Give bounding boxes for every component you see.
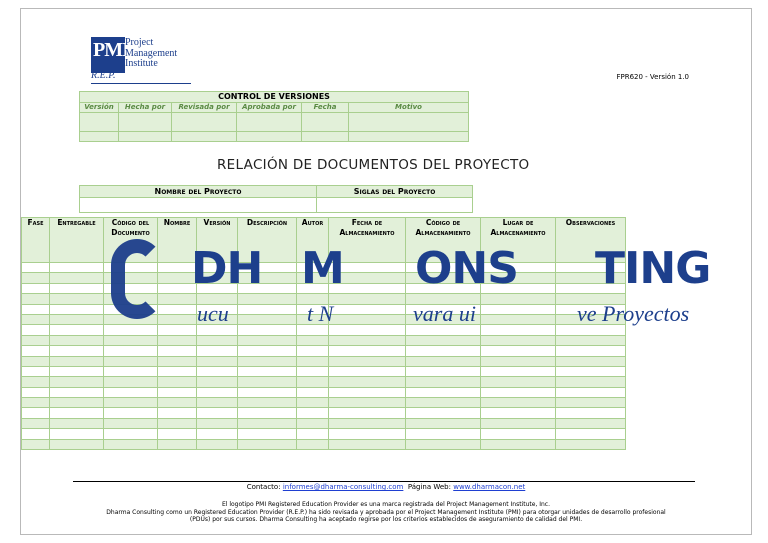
table-cell[interactable] [22,439,50,449]
table-cell[interactable] [197,429,238,439]
table-cell[interactable] [197,304,238,314]
table-cell[interactable] [329,263,406,273]
table-cell[interactable] [481,366,556,376]
table-cell[interactable] [197,387,238,397]
table-row [22,346,626,356]
table-cell[interactable] [50,294,104,304]
table-row [22,283,626,293]
table-cell[interactable] [481,418,556,428]
table-cell[interactable] [329,294,406,304]
table-cell[interactable] [158,335,197,345]
project-acronym-label: Siglas del Proyecto [317,186,473,198]
documents-table [21,217,626,450]
table-row [22,377,626,387]
col-fecha: Fecha [302,103,349,113]
document-code: FPR620 - Versión 1.0 [616,73,689,81]
table-cell[interactable] [406,439,481,449]
table-cell[interactable] [329,377,406,387]
col-descripcion: Descripción [238,218,297,263]
table-cell[interactable] [158,263,197,273]
table-cell[interactable] [406,314,481,324]
table-cell[interactable] [197,325,238,335]
table-row [22,408,626,418]
table-cell[interactable] [329,429,406,439]
table-cell[interactable] [238,294,297,304]
table-cell[interactable] [50,304,104,314]
table-cell[interactable] [104,377,158,387]
table-cell[interactable] [197,314,238,324]
table-cell[interactable] [197,366,238,376]
table-cell[interactable] [481,346,556,356]
project-name-value[interactable] [80,198,317,213]
col-autor: Autor [297,218,329,263]
table-cell[interactable] [158,418,197,428]
table-cell[interactable] [556,429,626,439]
table-cell[interactable] [238,398,297,408]
table-cell[interactable] [406,377,481,387]
table-cell[interactable] [22,387,50,397]
table-row [22,325,626,335]
table-cell[interactable] [406,304,481,314]
table-cell[interactable] [22,325,50,335]
table-row [22,398,626,408]
col-entregable: Entregable [50,218,104,263]
table-cell[interactable] [556,294,626,304]
table-cell[interactable] [329,398,406,408]
table-cell[interactable] [238,335,297,345]
table-cell[interactable] [158,325,197,335]
table-row [22,429,626,439]
col-fecha-almacenamiento: Fecha de Almacenamiento [329,218,406,263]
table-cell[interactable] [556,439,626,449]
dharma-consulting-watermark: DH M ONS TING ucu t N vara ui ve Proyectos [101,233,721,353]
table-cell[interactable] [329,335,406,345]
table-cell[interactable] [556,398,626,408]
table-cell[interactable] [104,294,158,304]
table-cell[interactable] [238,314,297,324]
table-cell[interactable] [297,387,329,397]
project-acronym-value[interactable] [317,198,473,213]
table-cell[interactable] [197,283,238,293]
table-cell[interactable] [406,263,481,273]
table-cell[interactable] [22,418,50,428]
table-cell[interactable] [158,366,197,376]
table-cell[interactable] [50,356,104,366]
col-codigo-documento: Código del Documento [104,218,158,263]
table-cell[interactable] [158,387,197,397]
table-cell[interactable] [50,346,104,356]
table-cell[interactable] [238,387,297,397]
table-cell[interactable] [158,314,197,324]
table-cell[interactable] [297,283,329,293]
table-cell[interactable] [158,429,197,439]
table-cell[interactable] [158,377,197,387]
table-cell[interactable] [50,408,104,418]
table-cell[interactable] [297,273,329,283]
table-cell[interactable] [297,377,329,387]
col-observaciones: Observaciones [556,218,626,263]
table-cell[interactable] [297,346,329,356]
table-cell[interactable] [329,346,406,356]
table-cell[interactable] [22,283,50,293]
table-cell[interactable] [22,314,50,324]
rep-label: R.E.P. [91,70,116,81]
pmi-rep-logo [91,37,191,87]
table-cell[interactable] [329,283,406,293]
table-cell[interactable] [406,387,481,397]
table-cell[interactable] [104,418,158,428]
table-cell[interactable] [50,366,104,376]
table-cell[interactable] [50,387,104,397]
contact-email-link[interactable]: informes@dharma-consulting.com [282,483,404,491]
col-revisada-por: Revisada por [172,103,237,113]
table-cell[interactable] [481,398,556,408]
table-cell[interactable] [238,429,297,439]
table-cell[interactable] [22,273,50,283]
table-cell[interactable] [556,418,626,428]
footer-divider [73,481,695,482]
table-cell[interactable] [104,356,158,366]
table-cell[interactable] [238,273,297,283]
table-cell[interactable] [197,263,238,273]
table-cell[interactable] [481,263,556,273]
table-cell[interactable] [104,263,158,273]
table-cell[interactable] [197,335,238,345]
table-cell[interactable] [104,335,158,345]
table-row [22,387,626,397]
table-cell[interactable] [238,418,297,428]
table-cell[interactable] [238,283,297,293]
table-cell[interactable] [104,304,158,314]
table-cell[interactable] [556,263,626,273]
col-motivo: Motivo [349,103,469,113]
table-cell[interactable] [50,283,104,293]
table-cell[interactable] [556,314,626,324]
table-cell[interactable] [104,439,158,449]
table-cell[interactable] [50,325,104,335]
table-cell[interactable] [297,408,329,418]
table-cell[interactable] [481,335,556,345]
table-cell[interactable] [556,304,626,314]
table-cell[interactable] [238,408,297,418]
table-cell[interactable] [197,408,238,418]
table-cell[interactable] [406,335,481,345]
table-cell[interactable] [22,346,50,356]
table-cell[interactable] [297,314,329,324]
table-cell[interactable] [329,387,406,397]
table-cell[interactable] [104,283,158,293]
table-cell[interactable] [481,439,556,449]
table-cell[interactable] [104,398,158,408]
table-cell[interactable] [22,408,50,418]
table-cell[interactable] [297,418,329,428]
table-cell[interactable] [104,314,158,324]
table-cell[interactable] [50,418,104,428]
table-cell[interactable] [481,325,556,335]
website-link[interactable]: www.dharmacon.net [453,483,526,491]
project-name-label: Nombre del Proyecto [80,186,317,198]
table-cell[interactable] [297,398,329,408]
footer-contact: Contacto: informes@dharma-consulting.com Página Web: www.dharmacon.net [246,483,526,491]
table-cell[interactable] [556,283,626,293]
table-cell[interactable] [481,283,556,293]
table-cell[interactable] [22,356,50,366]
col-version: Versión [197,218,238,263]
pmi-logo-mark: PMI [91,37,125,73]
table-cell[interactable] [50,429,104,439]
table-cell[interactable] [104,408,158,418]
table-cell[interactable] [406,398,481,408]
table-cell[interactable] [238,439,297,449]
table-cell[interactable] [556,356,626,366]
table-cell[interactable] [158,283,197,293]
col-fase: Fase [22,218,50,263]
table-cell[interactable] [158,294,197,304]
table-cell[interactable] [22,377,50,387]
table-cell[interactable] [406,366,481,376]
table-cell[interactable] [158,356,197,366]
table-cell[interactable] [50,263,104,273]
table-cell[interactable] [406,346,481,356]
table-cell[interactable] [481,273,556,283]
table-cell[interactable] [22,263,50,273]
footer-legal: El logotipo PMI Registered Education Provider es una marca registrada del Project Management Institute, Inc. Dharma Consulting como un Registered Education Provider (R.E.P.) ha sido revisada y aprobada por el Project Management Institute (PMI) para otorgar unidades de desarrollo profesional (PDUs) por sus cursos. Dharma Consulting ha aceptado regirse por los criterios establecidos de aseguramiento de calidad del PMI. [106,501,666,524]
table-cell[interactable] [50,398,104,408]
table-cell[interactable] [50,439,104,449]
table-cell[interactable] [238,377,297,387]
table-cell[interactable] [50,335,104,345]
table-cell[interactable] [297,356,329,366]
table-cell[interactable] [197,377,238,387]
table-cell[interactable] [329,314,406,324]
table-cell[interactable] [406,294,481,304]
col-hecha-por: Hecha por [119,103,172,113]
table-cell[interactable] [406,429,481,439]
table-cell[interactable] [238,263,297,273]
table-cell[interactable] [329,304,406,314]
table-cell[interactable] [406,408,481,418]
col-codigo-almacenamiento: Código de Almacenamiento [406,218,481,263]
table-cell[interactable] [197,439,238,449]
table-row [22,314,626,324]
table-cell[interactable] [197,356,238,366]
table-cell[interactable] [481,356,556,366]
table-cell[interactable] [556,408,626,418]
version-control-title: CONTROL DE VERSIONES [80,92,469,103]
table-cell[interactable] [329,356,406,366]
table-cell[interactable] [197,346,238,356]
table-cell[interactable] [556,335,626,345]
table-cell[interactable] [104,366,158,376]
table-cell[interactable] [329,408,406,418]
table-cell[interactable] [238,304,297,314]
table-cell[interactable] [297,325,329,335]
table-cell[interactable] [104,346,158,356]
table-cell[interactable] [158,408,197,418]
table-row [22,273,626,283]
table-cell[interactable] [50,273,104,283]
table-cell[interactable] [50,314,104,324]
table-cell[interactable] [297,439,329,449]
table-cell[interactable] [50,377,104,387]
table-cell[interactable] [158,304,197,314]
table-cell[interactable] [104,429,158,439]
table-cell[interactable] [406,325,481,335]
col-lugar-almacenamiento: Lugar de Almacenamiento [481,218,556,263]
table-cell[interactable] [481,429,556,439]
table-cell[interactable] [104,273,158,283]
table-row [22,356,626,366]
logo-divider [91,83,191,84]
table-cell[interactable] [104,387,158,397]
table-cell[interactable] [556,377,626,387]
table-row [22,263,626,273]
table-cell[interactable] [481,387,556,397]
table-cell[interactable] [158,439,197,449]
table-cell[interactable] [329,418,406,428]
table-cell[interactable] [22,429,50,439]
table-cell[interactable] [197,418,238,428]
table-cell[interactable] [556,325,626,335]
version-control-table [79,91,469,142]
table-cell[interactable] [481,294,556,304]
table-cell[interactable] [481,408,556,418]
document-title: RELACIÓN DE DOCUMENTOS DEL PROYECTO [217,157,530,173]
table-cell[interactable] [406,356,481,366]
table-cell[interactable] [297,304,329,314]
table-cell[interactable] [329,439,406,449]
table-cell[interactable] [406,273,481,283]
table-cell[interactable] [297,294,329,304]
table-cell[interactable] [556,366,626,376]
table-cell[interactable] [22,366,50,376]
table-cell[interactable] [481,377,556,387]
table-cell[interactable] [329,325,406,335]
table-cell[interactable] [406,283,481,293]
table-cell[interactable] [556,387,626,397]
table-cell[interactable] [481,304,556,314]
table-cell[interactable] [158,273,197,283]
document-page [20,8,752,535]
table-cell[interactable] [158,398,197,408]
project-table [79,185,473,213]
table-cell[interactable] [158,346,197,356]
table-cell[interactable] [238,325,297,335]
table-row [22,304,626,314]
table-cell[interactable] [297,429,329,439]
table-row [22,335,626,345]
table-cell[interactable] [238,356,297,366]
table-cell[interactable] [329,273,406,283]
col-aprobada-por: Aprobada por [237,103,302,113]
table-cell[interactable] [556,273,626,283]
table-cell[interactable] [297,263,329,273]
table-cell[interactable] [329,366,406,376]
table-cell[interactable] [197,398,238,408]
table-cell[interactable] [238,366,297,376]
table-cell[interactable] [197,273,238,283]
table-row [22,294,626,304]
table-cell[interactable] [238,346,297,356]
table-row [22,439,626,449]
table-cell[interactable] [556,346,626,356]
table-cell[interactable] [104,325,158,335]
col-version: Versión [80,103,119,113]
table-row [22,366,626,376]
table-cell[interactable] [406,418,481,428]
table-cell[interactable] [22,294,50,304]
table-cell[interactable] [22,335,50,345]
col-nombre: Nombre [158,218,197,263]
table-cell[interactable] [22,398,50,408]
table-cell[interactable] [197,294,238,304]
table-cell[interactable] [22,304,50,314]
table-cell[interactable] [481,314,556,324]
table-cell[interactable] [297,335,329,345]
table-cell[interactable] [297,366,329,376]
pmi-logo-words: Project Management Institute [125,37,178,69]
table-row [22,418,626,428]
